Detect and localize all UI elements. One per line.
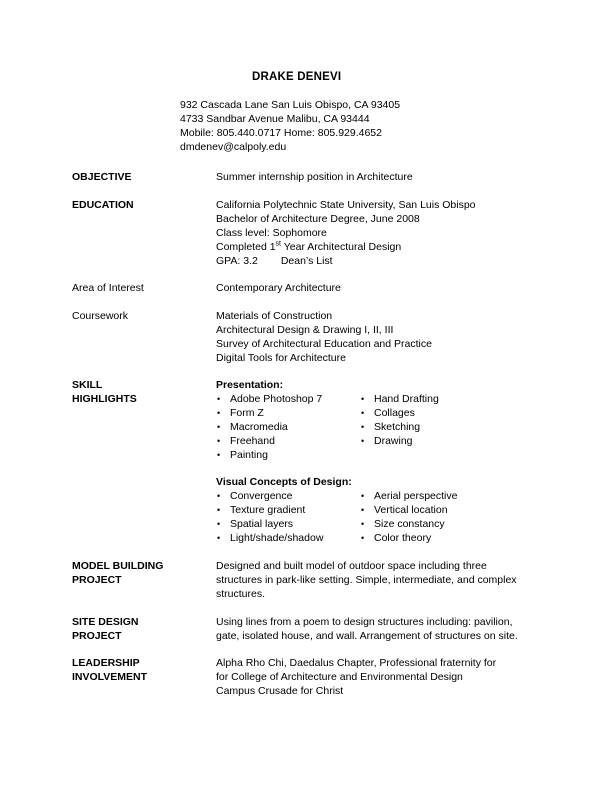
- phone-line: Mobile: 805.440.0717 Home: 805.929.4652: [180, 127, 382, 139]
- skill-item: • Aerial perspective: [360, 489, 457, 503]
- objective-text: Summer internship position in Architecture: [216, 171, 413, 183]
- objective-heading: OBJECTIVE: [72, 171, 132, 183]
- model-building-heading: [72, 559, 163, 587]
- skills-heading: [72, 378, 137, 406]
- model-building-heading-line-2: PROJECT: [72, 574, 122, 586]
- class-level: Class level: Sophomore: [216, 227, 327, 239]
- site-design-heading-line-1: SITE DESIGN: [72, 616, 139, 628]
- skill-item: • Size constancy: [360, 517, 457, 531]
- presentation-title: Presentation:: [216, 379, 284, 391]
- skill-item: • Spatial layers: [216, 517, 323, 531]
- text-line: Alpha Rho Chi, Daedalus Chapter, Professional fraternity for: [216, 657, 497, 669]
- honor: Dean’s List: [280, 255, 333, 267]
- text-line: Campus Crusade for Christ: [216, 685, 344, 697]
- interest-heading: Area of Interest: [72, 282, 144, 294]
- leadership-heading: [72, 656, 147, 684]
- address-line-1: 932 Cascada Lane San Luis Obispo, CA 93405: [180, 99, 401, 111]
- text-line: gate, isolated house, and wall. Arrangement of structures on site.: [216, 630, 518, 642]
- visual-concepts-title: Visual Concepts of Design:: [216, 476, 352, 488]
- completed-prefix: Completed 1: [216, 241, 276, 253]
- course-item: Digital Tools for Architecture: [216, 352, 346, 364]
- completed-rest: Year Architectural Design: [281, 241, 402, 253]
- education-block: [216, 198, 476, 268]
- completed-year: [216, 240, 476, 254]
- skill-item: • Macromedia: [216, 420, 322, 434]
- course-item: Architectural Design & Drawing I, II, III: [216, 324, 394, 336]
- resume-name: DRAKE DENEVI: [252, 71, 342, 83]
- text-line: for College of Architecture and Environmental Design: [216, 671, 463, 683]
- text-line: Using lines from a poem to design structures including: pavilion,: [216, 616, 513, 628]
- course-item: Survey of Architectural Education and Practice: [216, 338, 432, 350]
- coursework-list: [216, 309, 432, 365]
- skill-item: • Vertical location: [360, 503, 457, 517]
- school-name: California Polytechnic State University, San Luis Obispo: [216, 199, 476, 211]
- coursework-heading: Coursework: [72, 310, 129, 322]
- skill-item: • Hand Drafting: [360, 392, 439, 406]
- leadership-text: [216, 656, 496, 698]
- presentation-list-right: [360, 392, 439, 448]
- text-line: Designed and built model of outdoor space including three: [216, 560, 487, 572]
- education-heading: EDUCATION: [72, 199, 134, 211]
- model-building-heading-line-1: MODEL BUILDING: [72, 560, 164, 572]
- contact-block: [180, 98, 400, 154]
- skill-item: • Color theory: [360, 531, 457, 545]
- gpa: GPA: 3.2: [216, 255, 258, 267]
- leadership-heading-line-2: INVOLVEMENT: [72, 671, 148, 683]
- text-line: structures in park-like setting. Simple, intermediate, and complex: [216, 574, 517, 586]
- text-line: structures.: [216, 588, 266, 600]
- leadership-heading-line-1: LEADERSHIP: [72, 657, 140, 669]
- site-design-heading-line-2: PROJECT: [72, 630, 122, 642]
- presentation-list-left: [216, 392, 322, 462]
- degree: Bachelor of Architecture Degree, June 2008: [216, 213, 420, 225]
- visual-list-left: [216, 489, 323, 545]
- skill-item: • Painting: [216, 448, 322, 462]
- course-item: Materials of Construction: [216, 310, 333, 322]
- completed-suffix: st: [275, 240, 281, 248]
- skills-heading-line-1: SKILL: [72, 379, 103, 391]
- skill-item: • Sketching: [360, 420, 439, 434]
- skill-item: • Form Z: [216, 406, 322, 420]
- skill-item: • Light/shade/shadow: [216, 531, 323, 545]
- skill-item: • Adobe Photoshop 7: [216, 392, 322, 406]
- address-line-2: 4733 Sandbar Avenue Malibu, CA 93444: [180, 113, 370, 125]
- site-design-text: [216, 615, 518, 643]
- skill-item: • Texture gradient: [216, 503, 323, 517]
- skill-item: • Convergence: [216, 489, 323, 503]
- skill-item: • Freehand: [216, 434, 322, 448]
- gpa-line: [216, 254, 476, 268]
- skill-item: • Collages: [360, 406, 439, 420]
- visual-list-right: [360, 489, 457, 545]
- interest-text: Contemporary Architecture: [216, 282, 341, 294]
- email-line: dmdenev@calpoly.edu: [180, 141, 287, 153]
- site-design-heading: [72, 615, 139, 643]
- model-building-text: [216, 559, 517, 601]
- skill-item: • Drawing: [360, 434, 439, 448]
- skills-heading-line-2: HIGHLIGHTS: [72, 393, 137, 405]
